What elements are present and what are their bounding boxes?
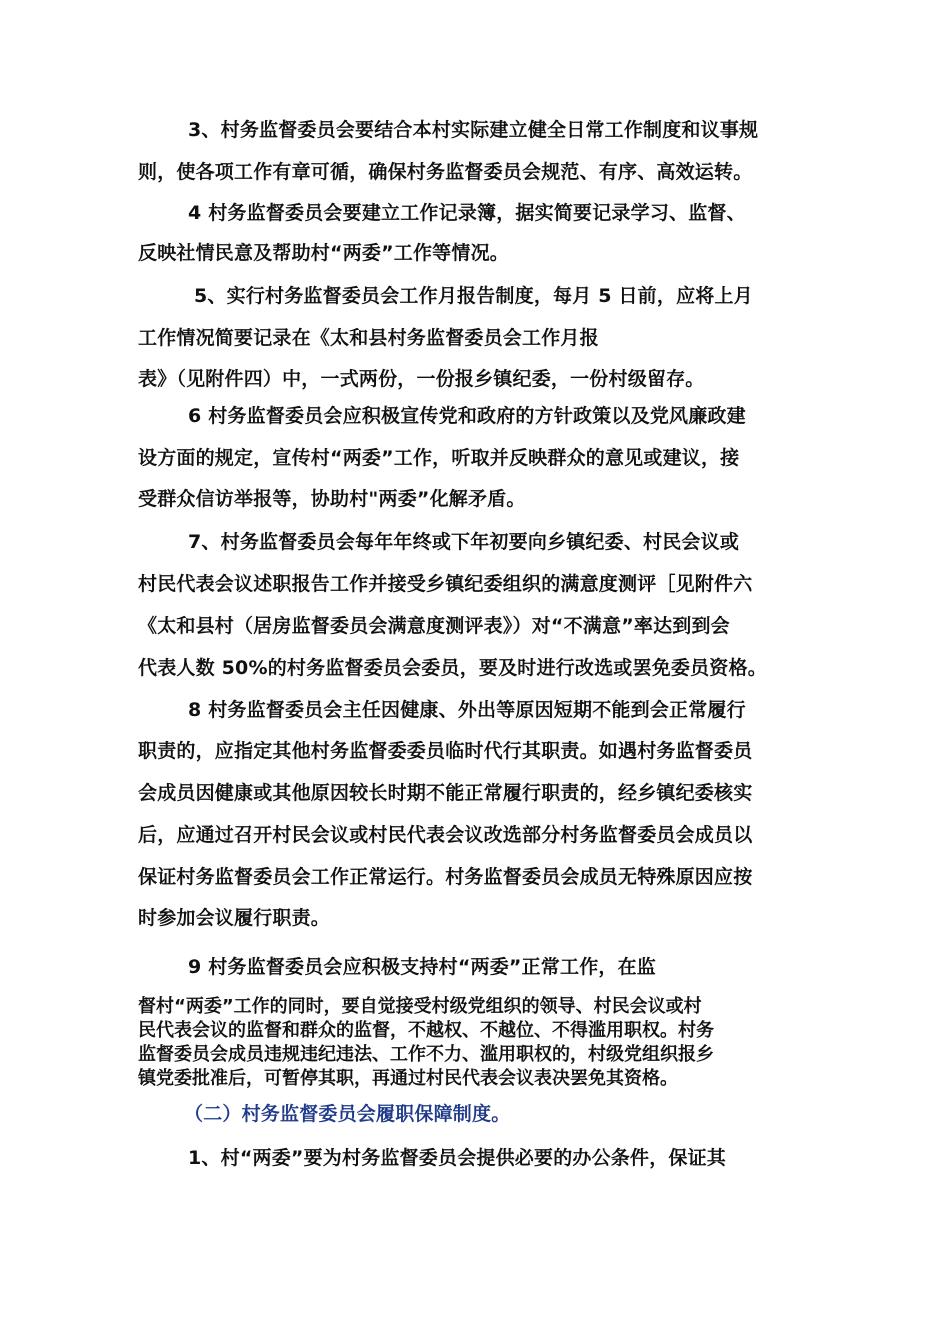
section-heading: （二）村务监督委员会履职保障制度。 bbox=[184, 1103, 511, 1125]
text-line: 民代表会议的监督和群众的监督，不越权、不越位、不得滥用职权。村务 bbox=[138, 1020, 714, 1041]
text-line: 7、村务监督委员会每年年终或下年初要向乡镇纪委、村民会议或 bbox=[188, 531, 740, 553]
text-line: 表》（见附件四）中，一式两份，一份报乡镇纪委，一份村级留存。 bbox=[138, 368, 705, 390]
text-line: 村民代表会议述职报告工作并接受乡镇纪委组织的满意度测评［见附件六 bbox=[138, 573, 753, 595]
text-line: 5、实行村务监督委员会工作月报告制度，每月 5 日前，应将上月 bbox=[194, 285, 753, 307]
text-line: 后，应通过召开村民会议或村民代表会议改选部分村务监督委员会成员以 bbox=[138, 824, 753, 846]
text-line: 监督委员会成员违规违纪违法、工作不力、滥用职权的，村级党组织报乡 bbox=[138, 1044, 714, 1065]
text-line: 3、村务监督委员会要结合本村实际建立健全日常工作制度和议事规 bbox=[188, 119, 759, 141]
text-line: 受群众信访举报等，协助村"两委”化解矛盾。 bbox=[138, 488, 526, 510]
text-line: 职责的，应指定其他村务监督委委员临时代行其职责。如遇村务监督委员 bbox=[138, 740, 753, 762]
text-line: 则，使各项工作有章可循，确保村务监督委员会规范、有序、高效运转。 bbox=[138, 161, 753, 183]
text-line: 9 村务监督委员会应积极支持村“两委”正常工作，在监 bbox=[188, 956, 657, 978]
text-line: 时参加会议履行职责。 bbox=[138, 907, 331, 929]
text-line: 设方面的规定，宣传村“两委”工作，听取并反映群众的意见或建议，接 bbox=[138, 447, 740, 469]
text-line: 反映社情民意及帮助村“两委”工作等情况。 bbox=[138, 242, 509, 264]
text-line: 督村“两委”工作的同时，要自觉接受村级党组织的领导、村民会议或村 bbox=[138, 996, 702, 1017]
text-line: 6 村务监督委员会应积极宣传党和政府的方针政策以及党风廉政建 bbox=[188, 405, 746, 427]
text-line: 会成员因健康或其他原因较长时期不能正常履行职责的，经乡镇纪委核实 bbox=[138, 782, 753, 804]
text-line: 1、村“两委”要为村务监督委员会提供必要的办公条件，保证其 bbox=[188, 1147, 726, 1169]
text-line: 代表人数 50%的村务监督委员会委员，要及时进行改选或罢免委员资格。 bbox=[138, 657, 767, 679]
text-line: 《太和县村（居房监督委员会满意度测评表》）对“不满意”率达到到会 bbox=[138, 615, 730, 637]
text-line: 8 村务监督委员会主任因健康、外出等原因短期不能到会正常履行 bbox=[188, 699, 746, 721]
text-line: 工作情况简要记录在《太和县村务监督委员会工作月报 bbox=[138, 327, 599, 349]
text-line: 保证村务监督委员会工作正常运行。村务监督委员会成员无特殊原因应按 bbox=[138, 866, 753, 888]
text-line: 镇党委批准后，可暂停其职，再通过村民代表会议表决罢免其资格。 bbox=[138, 1068, 678, 1089]
text-line: 4 村务监督委员会要建立工作记录簿，据实简要记录学习、监督、 bbox=[188, 202, 746, 224]
